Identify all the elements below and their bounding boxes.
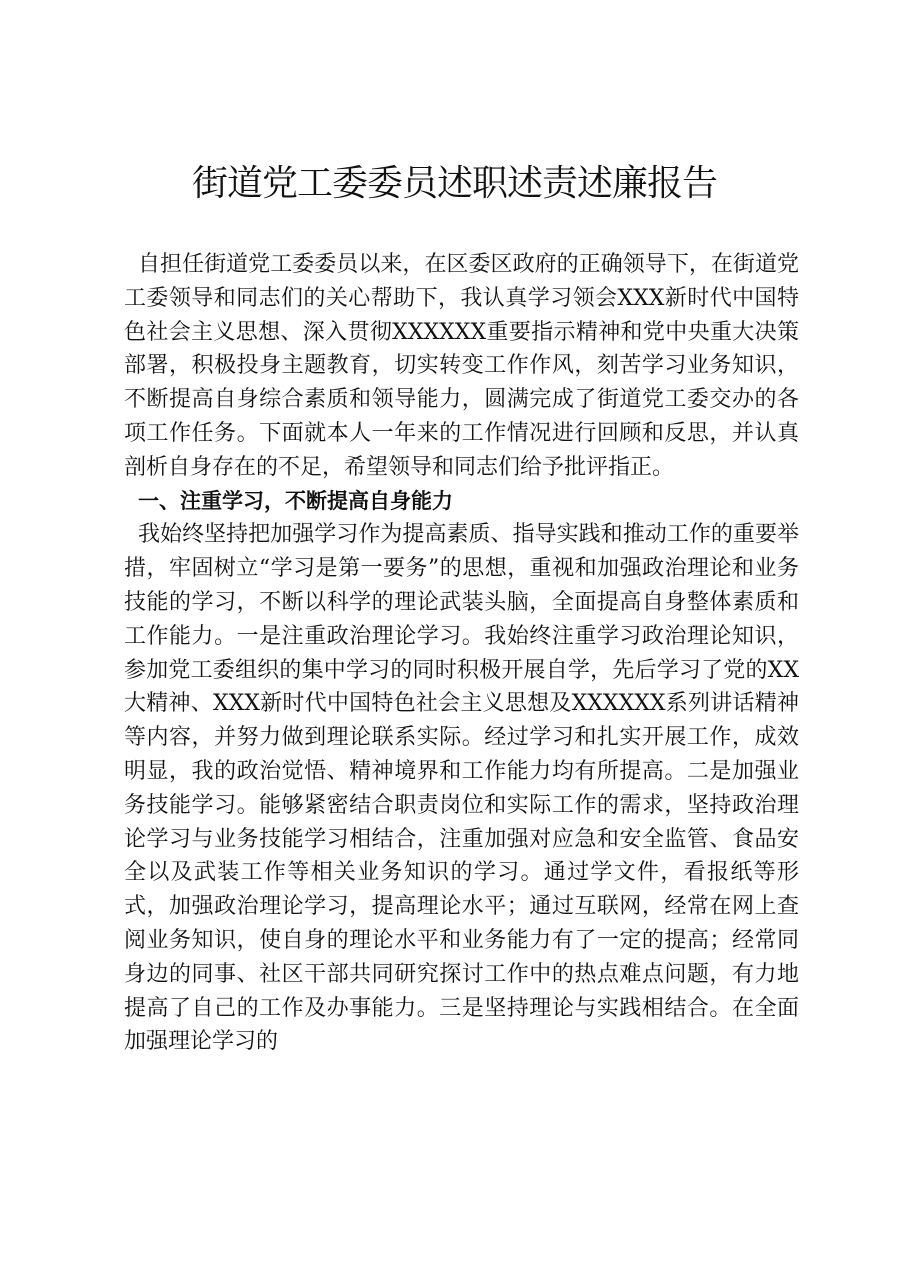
intro-paragraph: 自担任街道党工委委员以来，在区委区政府的正确领导下，在街道党工委领导和同志们的关心帮助下，我认真学习领会XXX新时代中国特色社会主义思想、深入贯彻XXXXXX重要指示精神和党中央重大决策部署，积极投身主题教育，切实转变工作作风，刻苦学习业务知识，不断提高自身综合素质和领导能力，圆满完成了街道党工委交办的各项工作任务。下面就本人一年来的工作情况进行回顾和反思，并认真剖析自身存在的不足，希望领导和同志们给予批评指正。 [124,252,799,480]
document-title: 街道党工委委员述职述责述廉报告 [191,163,717,204]
section-heading: 一、注重学习，不断提高自身能力 [138,488,453,513]
section-paragraph: 我始终坚持把加强学习作为提高素质、指导实践和推动工作的重要举措，牢固树立“学习是第一要务”的思想，重视和加强政治理论和业务技能的学习，不断以科学的理论武装头脑，全面提高自身整体素质和工作能力。一是注重政治理论学习。我始终注重学习政治理论知识，参加党工委组织的集中学习的同时积极开展自学，先后学习了党的XX大精神、XXX新时代中国特色社会主义思想及XXXXXX系列讲话精神等内容，并努力做到理论联系实际。经过学习和扎实开展工作，成效明显，我的政治觉悟、精神境界和工作能力均有所提高。二是加强业务技能学习。能够紧密结合职责岗位和实际工作的需求，坚持政治理论学习与业务技能学习相结合，注重加强对应急和安全监管、食品安全以及武装工作等相关业务知识的学习。通过学文件，看报纸等形式，加强政治理论学习，提高理论水平；通过互联网，经常在网上查阅业务知识，使自身的理论水平和业务能力有了一定的提高；经常同身边的同事、社区干部共同研究探讨工作中的热点难点问题，有力地提高了自己的工作及办事能力。三是坚持理论与实践相结合。在全面加强理论学习的 [124,522,799,1055]
document-body [124,248,799,1059]
